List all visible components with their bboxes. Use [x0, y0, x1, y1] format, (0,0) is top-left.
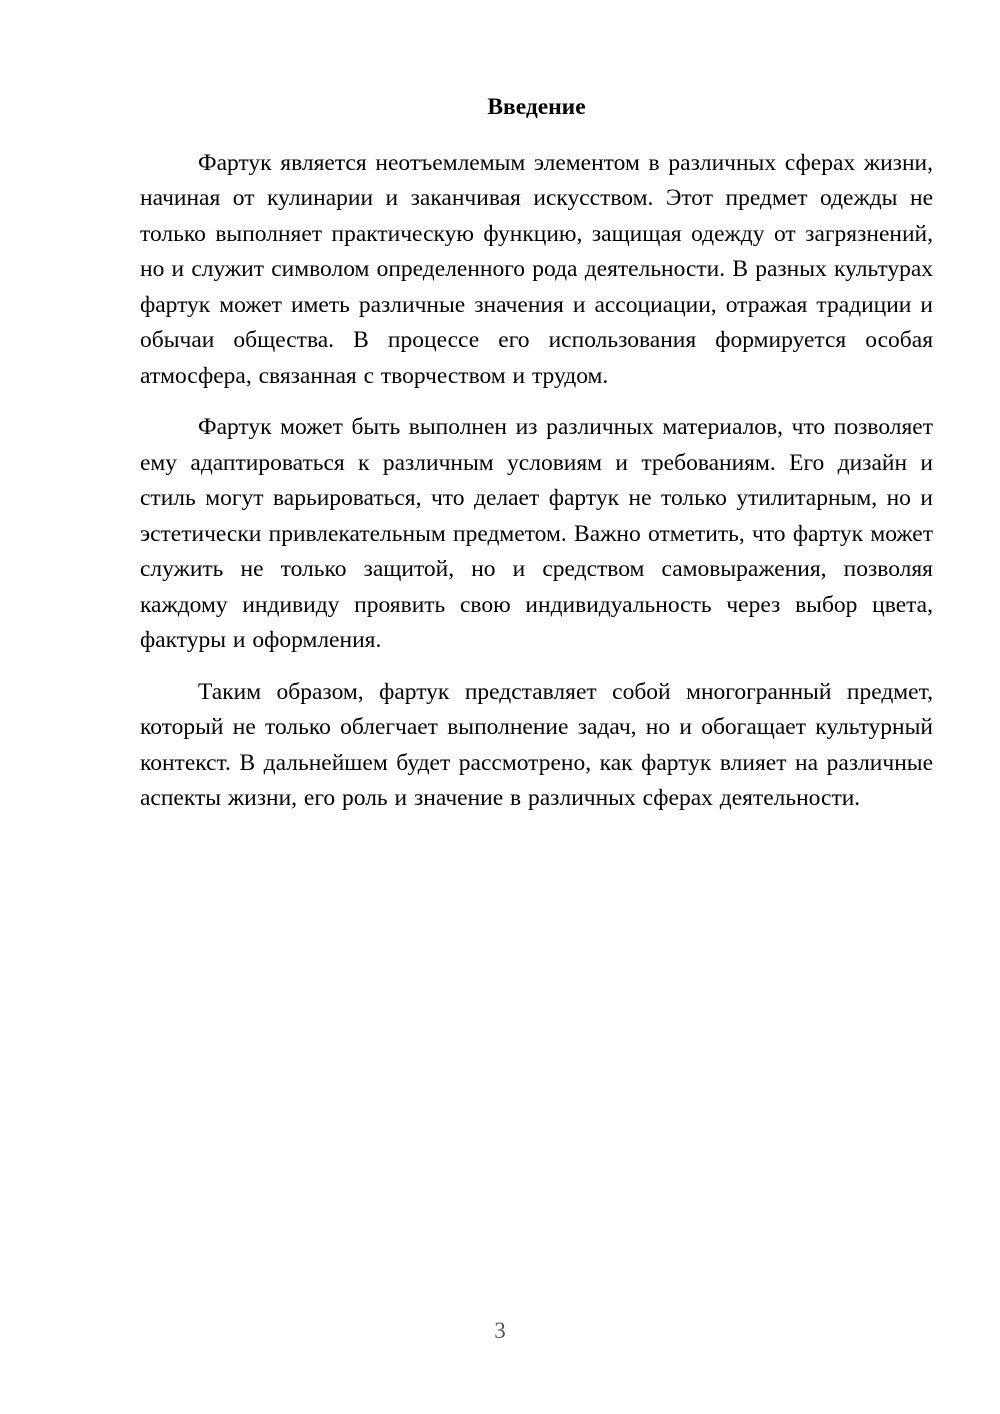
paragraph-2: Фартук может быть выполнен из различных материалов, что позволяет ему адаптироваться к различным условиям и требованиям. Его дизайн и стиль могут варьироваться, что делает фартук не только утилитарным, но и эстетически привлекательным предметом. Важно отметить, что фартук может служить не только защитой, но и средством самовыражения, позволяя каждому индивиду проявить свою индивидуальность через выбор цвета, фактуры и оформления.: [140, 414, 933, 653]
paragraph-3: Таким образом, фартук представляет собой многогранный предмет, который не только облегчает выполнение задач, но и обогащает культурный контекст. В дальнейшем будет рассмотрено, как фартук влияет на различные аспекты жизни, его роль и значение в различных сферах деятельности.: [140, 678, 933, 811]
paragraph-1: Фартук является неотъемлемым элементом в различных сферах жизни, начиная от кулинарии и заканчивая искусством. Этот предмет одежды не только выполняет практическую функцию, защищая одежду от загрязнений, но и служит символом определенного рода деятельности. В разных культурах фартук может иметь различные значения и ассоциации, отражая традиции и обычаи общества. В процессе его использования формируется особая атмосфера, связанная с творчеством и трудом.: [140, 149, 933, 389]
page-title: Введение: [487, 94, 586, 120]
page-number: 3: [494, 1318, 506, 1343]
